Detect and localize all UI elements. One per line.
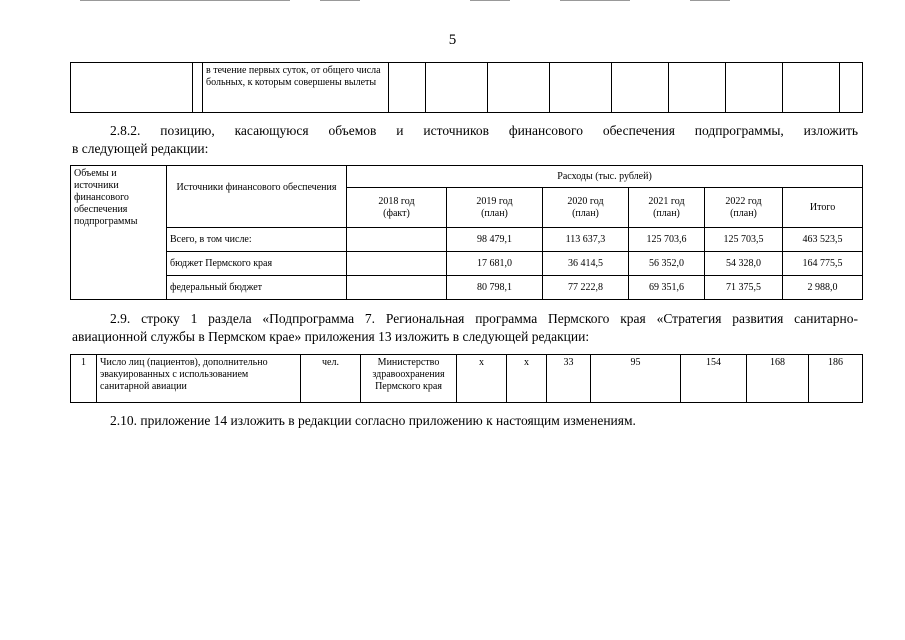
value-cell: x: [507, 355, 547, 403]
indicator-table: [70, 354, 863, 403]
total-header: Итого: [783, 188, 863, 228]
scan-edge-line: [80, 0, 290, 1]
table-cell: [426, 63, 488, 113]
source-cell: бюджет Пермского края: [167, 252, 347, 276]
table-cell: [669, 63, 726, 113]
paragraph-2-8-2-line2: в следующей редакции:: [72, 141, 209, 156]
value-cell: 125 703,5: [705, 228, 783, 252]
value-cell: 2 988,0: [783, 276, 863, 300]
fin-expenses-header: Расходы (тыс. рублей): [347, 166, 863, 188]
table-cell: [550, 63, 612, 113]
year-header: 2019 год (план): [447, 188, 543, 228]
table-cell: [389, 63, 426, 113]
page-number: 5: [448, 32, 457, 48]
value-cell: 154: [681, 355, 747, 403]
value-cell: 168: [747, 355, 809, 403]
value-cell: 33: [547, 355, 591, 403]
value-cell: 113 637,3: [543, 228, 629, 252]
table-row: [71, 252, 863, 276]
table-cell: [193, 63, 203, 113]
scan-edge-line: [320, 0, 360, 1]
value-cell: 186: [809, 355, 863, 403]
table-cell: [726, 63, 783, 113]
scan-edge-line: [470, 0, 510, 1]
value-cell: x: [457, 355, 507, 403]
year-header: 2018 год (факт): [347, 188, 447, 228]
scan-edge-line: [560, 0, 630, 1]
value-cell: [347, 252, 447, 276]
fin-col1-header: Объемы и источники финансового обеспечения подпрограммы: [71, 166, 167, 300]
row-number: 1: [71, 355, 97, 403]
value-cell: 80 798,1: [447, 276, 543, 300]
prev-table-text: в течение первых суток, от общего числа больных, к которым совершены вылеты: [203, 63, 389, 113]
year-header: 2020 год (план): [543, 188, 629, 228]
value-cell: 125 703,6: [629, 228, 705, 252]
year-header: 2022 год (план): [705, 188, 783, 228]
table-row: [71, 228, 863, 252]
table-row: [71, 355, 863, 403]
value-cell: 98 479,1: [447, 228, 543, 252]
paragraph-2-9-line2: авиационной службы в Пермском крае» приложения 13 изложить в следующей редакции:: [72, 329, 590, 344]
source-cell: Всего, в том числе:: [167, 228, 347, 252]
table-row: [71, 276, 863, 300]
org-cell: Министерство здравоохранения Пермского края: [361, 355, 457, 403]
scan-edge-line: [690, 0, 730, 1]
paragraph-2-9-line1: 2.9. строку 1 раздела «Подпрограмма 7. Региональная программа Пермского края «Стратегия развития санитарно-: [110, 311, 858, 326]
value-cell: 463 523,5: [783, 228, 863, 252]
value-cell: 69 351,6: [629, 276, 705, 300]
paragraph-2-8-2-line1: 2.8.2. позицию, касающуюся объемов и источников финансового обеспечения подпрограммы, изложить: [110, 123, 858, 138]
value-cell: 77 222,8: [543, 276, 629, 300]
value-cell: 95: [591, 355, 681, 403]
financing-table: [70, 165, 863, 300]
unit-cell: чел.: [301, 355, 361, 403]
value-cell: 56 352,0: [629, 252, 705, 276]
table-cell: [612, 63, 669, 113]
year-header: 2021 год (план): [629, 188, 705, 228]
indicator-name: Число лиц (пациентов), дополнительно эвакуированных с использованием санитарной авиации: [97, 355, 301, 403]
value-cell: 71 375,5: [705, 276, 783, 300]
value-cell: 164 775,5: [783, 252, 863, 276]
table-cell: [840, 63, 863, 113]
fin-col2-header: Источники финансового обеспечения: [167, 166, 347, 228]
value-cell: [347, 228, 447, 252]
value-cell: 17 681,0: [447, 252, 543, 276]
table-cell: [71, 63, 193, 113]
value-cell: 54 328,0: [705, 252, 783, 276]
table-cell: [783, 63, 840, 113]
paragraph-2-10: 2.10. приложение 14 изложить в редакции согласно приложению к настоящим изменениям.: [110, 413, 636, 428]
value-cell: [347, 276, 447, 300]
source-cell: федеральный бюджет: [167, 276, 347, 300]
prev-table-fragment: [70, 62, 863, 113]
table-cell: [488, 63, 550, 113]
value-cell: 36 414,5: [543, 252, 629, 276]
